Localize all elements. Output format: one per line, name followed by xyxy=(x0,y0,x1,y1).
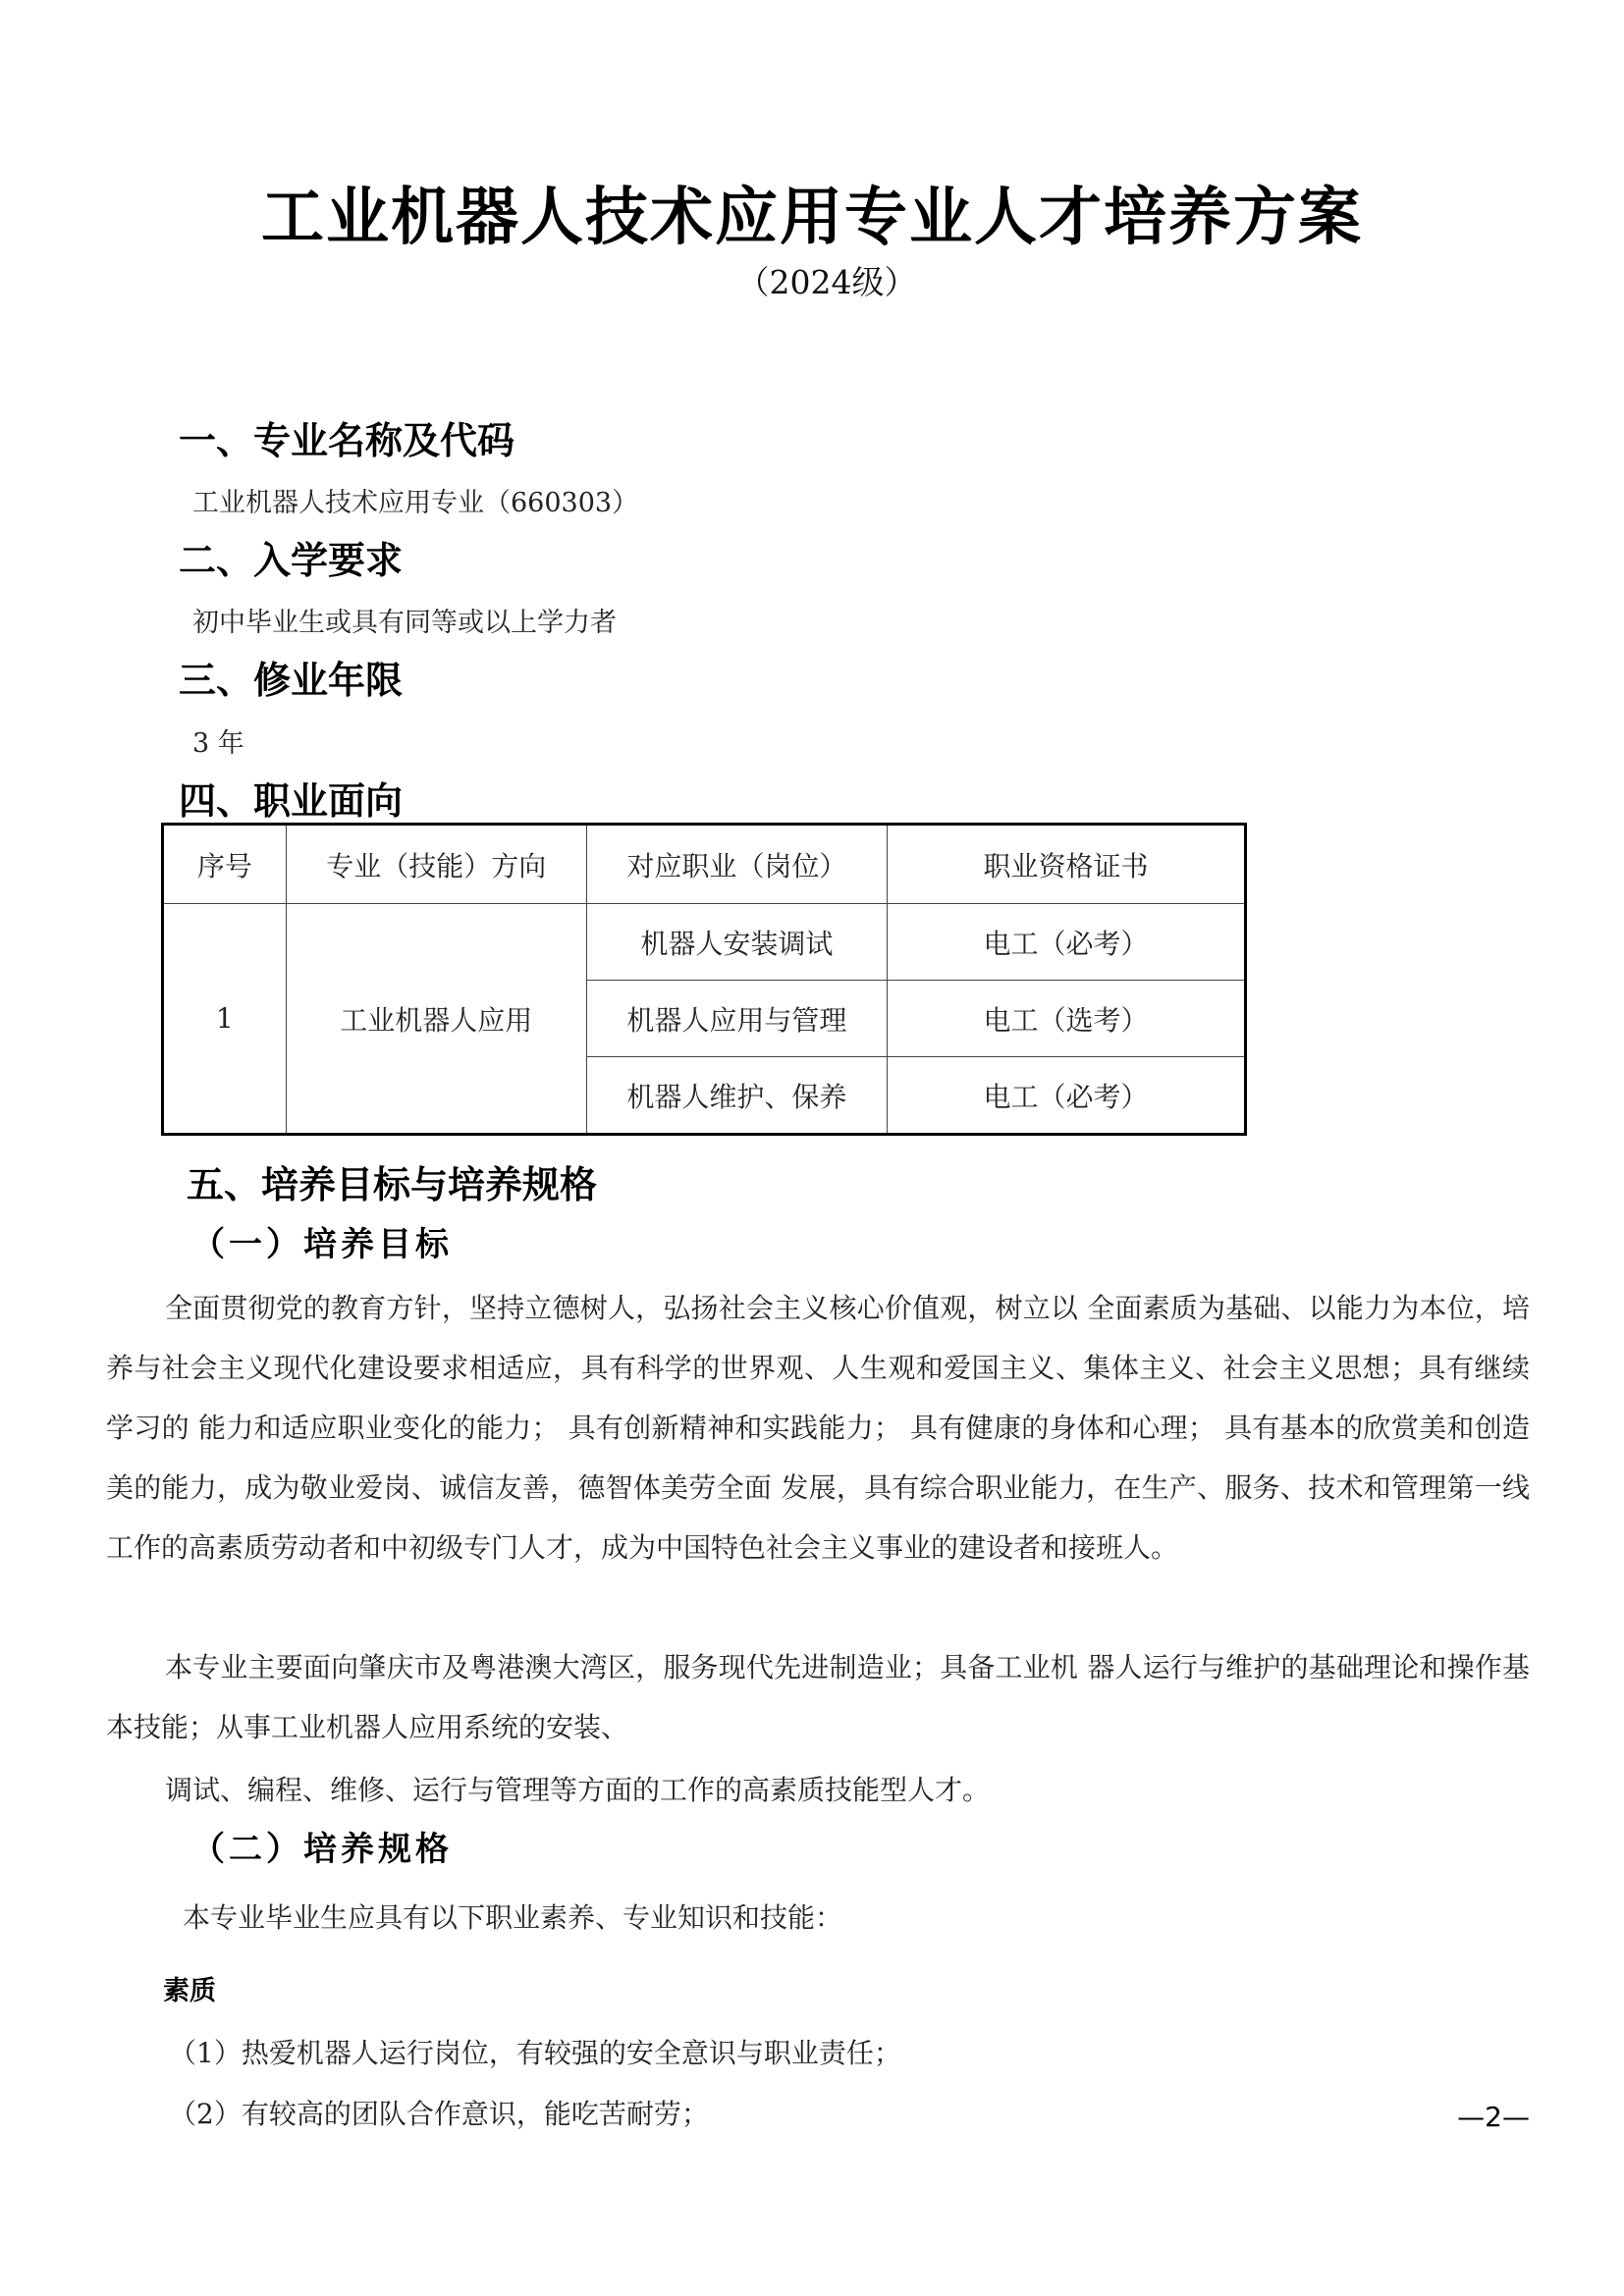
section-heading-4: 四、职业面向 xyxy=(179,779,404,823)
subsection-heading-goals: （一）培养目标 xyxy=(191,1225,453,1264)
table-header-cell: 序号 xyxy=(163,825,287,904)
table-cell-cert: 电工（必考） xyxy=(887,1057,1245,1135)
table-cell-cert: 电工（选考） xyxy=(887,981,1245,1057)
specs-intro: 本专业毕业生应具有以下职业素养、专业知识和技能： xyxy=(183,1901,843,1934)
section-heading-5: 五、培养目标与培养规格 xyxy=(187,1163,598,1206)
table-cell-cert: 电工（必考） xyxy=(887,904,1245,981)
quality-item: （2）有较高的团队合作意识，能吃苦耐劳； xyxy=(169,2098,709,2130)
goals-paragraph-3: 调试、编程、维修、运行与管理等方面的工作的高素质技能型人才。 xyxy=(165,1774,991,1806)
section-heading-3: 三、修业年限 xyxy=(179,659,404,702)
page-title: 工业机器人技术应用专业人才培养方案 xyxy=(261,182,1363,254)
page-subtitle: （2024级） xyxy=(736,263,917,301)
goals-paragraph-1: 全面贯彻党的教育方针，坚持立德树人，弘扬社会主义核心价值观，树立以 全面素质为基础、以能力为本位，培养与社会主义现代化建设要求相适应，具有科学的世界观、人生观和爱国主义、集体主义、社会主义思想；具有继续学习的 能力和适应职业变化的能力； 具有创新精神和实践能力； 具有健康的身体和心理； 具有基本的欣赏美和创造美的能力，成为敬业爱岗、诚信友善，德智体美劳全面 发展，具有综合职业能力，在生产、服务、技术和管理第一线工作的高素质劳动者和中初级专门人才，成为中国特色社会主义事业的建设者和接班人。 xyxy=(106,1292,1530,1564)
page-number: —2— xyxy=(1457,2101,1530,2133)
section-body-2: 初中毕业生或具有同等或以上学力者 xyxy=(192,608,617,638)
table-header-cell: 专业（技能）方向 xyxy=(286,825,586,904)
career-table xyxy=(161,823,1247,1136)
quality-label: 素质 xyxy=(163,1976,216,2006)
table-cell-job: 机器人维护、保养 xyxy=(586,1057,887,1135)
table-cell-job: 机器人安装调试 xyxy=(586,904,887,981)
subsection-heading-specs: （二）培养规格 xyxy=(191,1830,453,1869)
quality-item: （1）热爱机器人运行岗位，有较强的安全意识与职业责任； xyxy=(169,2037,901,2069)
section-heading-1: 一、专业名称及代码 xyxy=(179,419,515,462)
table-header-cell: 职业资格证书 xyxy=(887,825,1245,904)
table-header-row xyxy=(163,825,1246,904)
table-row xyxy=(163,904,1246,981)
section-body-1: 工业机器人技术应用专业（660303） xyxy=(192,488,639,518)
table-cell-index: 1 xyxy=(163,904,287,1135)
table-cell-job: 机器人应用与管理 xyxy=(586,981,887,1057)
section-heading-2: 二、入学要求 xyxy=(179,539,404,582)
table-header-cell: 对应职业（岗位） xyxy=(586,825,887,904)
section-body-3: 3 年 xyxy=(192,728,244,759)
table-cell-direction: 工业机器人应用 xyxy=(286,904,586,1135)
goals-paragraph-2: 本专业主要面向肇庆市及粤港澳大湾区，服务现代先进制造业；具备工业机 器人运行与维护的基础理论和操作基本技能；从事工业机器人应用系统的安装、 xyxy=(106,1651,1530,1743)
